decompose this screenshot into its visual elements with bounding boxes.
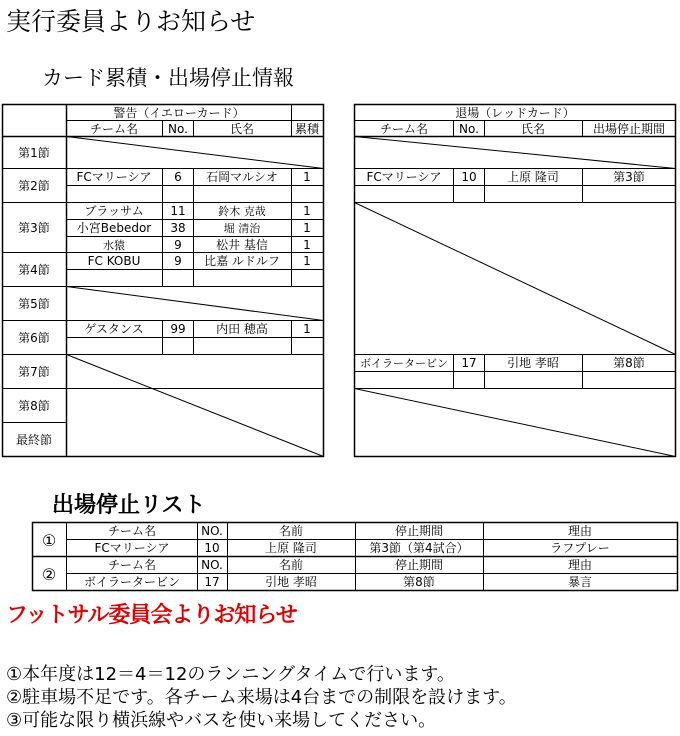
red-col-no: No. [459,122,479,136]
round-label: 第6節 [18,331,50,345]
futsal-notice-title: フットサル委員会よりお知らせ [6,603,297,628]
round-label: 第3節 [18,221,50,235]
list-col-reason: 理由 [567,558,593,572]
suspension-list-title: 出場停止リスト [52,493,206,518]
yellow-table-header: 警告（イエローカード） [113,106,245,120]
red-row-no: 17 [461,356,477,370]
list-entry-reason: 暴言 [567,575,593,589]
yellow-row-name: 比嘉 ルドルフ [204,254,280,268]
list-col-name: 名前 [278,524,304,538]
yellow-row-name: 堀 清治 [223,222,261,235]
yellow-col-count: 累積 [294,122,320,136]
yellow-row-name: 石岡マルシオ [206,170,278,184]
yellow-row-team: 小宮Bebedor [76,221,152,235]
list-entry-name: 引地 孝昭 [265,575,317,589]
diagonal-round5 [67,287,324,321]
diagonal-round1 [67,137,324,169]
entry-mark: ② [41,565,57,584]
round-label: 第5節 [18,297,50,311]
round-label: 第7節 [18,365,50,379]
yellow-col-no: No. [168,122,188,136]
yellow-row-name: 松井 基信 [216,238,268,252]
notice-item: ③可能な限り横浜線やバスを使い来場してください。 [6,710,437,731]
list-col-period: 停止期間 [394,524,444,538]
red-row-no: 10 [461,170,477,184]
red-col-team: チーム名 [379,122,429,136]
list-entry-period: 第8節 [403,575,435,589]
yellow-row-no: 6 [174,170,182,184]
yellow-row-count: 1 [303,170,311,184]
yellow-row-count: 1 [303,322,311,336]
round-label: 第2節 [18,179,50,193]
list-col-name: 名前 [278,558,304,572]
red-row-name: 引地 孝昭 [507,356,559,370]
yellow-col-team: チーム名 [89,122,139,136]
yellow-row-no: 9 [174,254,182,268]
red-row-period: 第3節 [613,170,645,184]
round-label: 第8節 [18,399,50,413]
list-entry-team: FCマリーシア [94,541,170,555]
yellow-col-name: 氏名 [229,122,255,136]
list-col-no: NO. [201,524,223,538]
red-col-name: 氏名 [520,122,546,136]
list-entry-no: 10 [204,541,220,555]
yellow-row-no: 9 [174,238,182,252]
yellow-row-count: 1 [303,238,311,252]
red-row-team: FCマリーシア [366,170,442,184]
yellow-row-team: 水猿 [103,239,125,252]
entry-mark: ① [41,531,57,550]
card-section-title: カード累積・出場停止情報 [42,66,294,90]
list-col-no: NO. [201,558,223,572]
yellow-row-team: ゲスタンス [84,322,144,336]
red-table-header: 退場（レッドカード） [455,106,575,120]
red-table-frame [355,105,676,457]
round-label: 最終節 [15,433,53,447]
yellow-row-team: FCマリーシア [76,170,152,184]
yellow-row-team: FC KOBU [87,254,141,268]
yellow-row-name: 内田 穂高 [216,322,268,336]
list-col-team: チーム名 [107,558,157,572]
notice-item: ②駐車場不足です。各チーム来場は4台までの制限を設けます。 [6,687,517,708]
yellow-row-count: 1 [303,221,311,235]
notice-item: ①本年度は12＝4＝12のランニングタイムで行います。 [6,664,455,685]
red-row-name: 上原 隆司 [507,170,559,184]
list-col-period: 停止期間 [394,558,444,572]
yellow-row-count: 1 [303,204,311,218]
page-title: 実行委員よりお知らせ [6,7,256,36]
list-entry-team: ボイラータービン [83,575,181,589]
yellow-row-no: 38 [170,221,186,235]
round-label: 第1節 [18,146,50,160]
diagonal-round7-final [67,355,324,457]
yellow-row-no: 11 [170,204,186,218]
red-row-team: ボイラータービン [360,357,448,370]
list-entry-period: 第3節（第4試合） [369,541,469,555]
red-row-period: 第8節 [613,356,645,370]
list-col-reason: 理由 [567,524,593,538]
list-entry-name: 上原 隆司 [265,541,317,555]
yellow-row-count: 1 [303,254,311,268]
yellow-row-no: 99 [170,322,186,336]
round-label: 第4節 [18,263,50,277]
list-entry-reason: ラフプレー [550,541,610,555]
red-col-period: 出場停止期間 [592,122,666,136]
list-col-team: チーム名 [107,524,157,538]
yellow-row-team: ブラッサム [84,204,144,218]
yellow-row-name: 鈴木 克哉 [218,205,266,218]
list-entry-no: 17 [204,575,220,589]
